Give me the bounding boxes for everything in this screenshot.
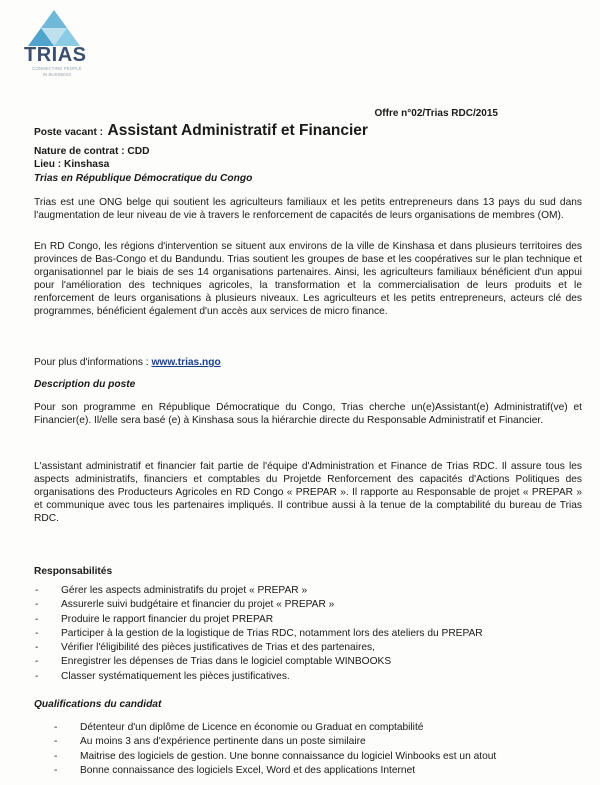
offer-reference: Offre n°02/Trias RDC/2015 xyxy=(374,108,498,119)
more-info xyxy=(34,356,221,369)
more-info-label: Pour plus d'informations : xyxy=(34,357,149,368)
description-heading: Description du poste xyxy=(34,379,136,390)
list-item: - Assurerle suivi budgétaire et financier du projet « PREPAR » xyxy=(35,599,335,611)
description-paragraph-1: Pour son programme en République Démocratique du Congo, Trias cherche un(e)Assistant(e) Administratif(ve) et Financier(e). Il/elle sera basé (e) à Kinshasa sous la hiérarchie directe du Responsable Administratif et Financier. xyxy=(34,402,582,426)
post-label: Poste vacant : xyxy=(34,127,104,138)
qualifications-heading: Qualifications du candidat xyxy=(34,699,162,710)
responsibilities-list xyxy=(35,584,483,684)
organisation-line: Trias en République Démocratique du Congo xyxy=(34,173,253,184)
list-item: - Vérifier l'éligibilité des pièces justificatives de Trias et des partenaires, xyxy=(35,642,375,654)
description-paragraph-2: L'assistant administratif et financier fait partie de l'équipe d'Administration et Finance de Trias RDC. Il assure tous les aspects administratifs, financiers et comptables du Projetde Renforcement des capacités d'Actions Politiques des organisations des Producteurs Agricoles en RD Congo « PREPAR ». Il rapporte au Responsable de projet « PREPAR » et communique avec tous les partenaires impliqués. Il contribue aussi à la tenue de la comptabilité du bureau de Trias RDC. xyxy=(34,461,582,524)
list-item: - Maitrise des logiciels de gestion. Une bonne connaissance du logiciel Winbooks est un atout xyxy=(54,750,497,762)
trias-logo-triangle-icon xyxy=(26,8,82,48)
list-item: - Enregistrer les dépenses de Trias dans le logiciel comptable WINBOOKS xyxy=(35,656,392,668)
post-header xyxy=(34,122,368,140)
trias-logo-wordmark: TRIAS xyxy=(24,44,87,66)
list-item: - Au moins 3 ans d'expérience pertinente dans un poste similaire xyxy=(54,736,366,748)
list-item: - Produire le rapport financier du projet PREPAR xyxy=(35,613,274,625)
list-item: - Bonne connaissance des logiciels Excel, Word et des applications Internet xyxy=(54,764,416,776)
post-title: Assistant Administratif et Financier xyxy=(107,122,368,139)
intro-paragraph-1: Trias est une ONG belge qui soutient les agriculteurs familiaux et les petits entrepreneurs dans 13 pays du sud dans l'augmentation de leur niveau de vie à travers le renforcement de capacités de leurs organisations de membres (OM). xyxy=(34,197,582,221)
list-item: - Classer systématiquement les pièces justificatives. xyxy=(35,670,290,682)
list-item: - Participer à la gestion de la logistique de Trias RDC, notamment lors des ateliers du PREPAR xyxy=(35,627,483,639)
intro-paragraph-2: En RD Congo, les régions d'intervention se situent aux environs de la ville de Kinshasa et dans plusieurs territoires des provinces de Bas-Congo et du Bandundu. Trias soutient les groupes de base et les coopératives sur le plan technique et organisationnel par le biais de ses 14 organisations partenaires. Ainsi, les agriculteurs familiaux bénéficient d'un appui pour l'amélioration des techniques agricoles, la transformation et la commercialisation de leurs produits et le renforcement de leurs organisations à plusieurs niveaux. Les agriculteurs et les petits entrepreneurs, acteurs clé des programmes, bénéficient également d'un accès aux services de micro finance. xyxy=(34,241,582,317)
trias-logo-tagline: CONNECTING PEOPLE IN BUSINESS xyxy=(32,66,82,77)
location: Lieu : Kinshasa xyxy=(34,159,110,170)
trias-website-link[interactable]: www.trias.ngo xyxy=(151,357,221,368)
responsibilities-heading: Responsabilités xyxy=(34,566,113,577)
list-item: - Gérer les aspects administratifs du projet « PREPAR » xyxy=(35,585,308,596)
contract-type: Nature de contrat : CDD xyxy=(34,146,150,157)
qualifications-list xyxy=(54,721,497,778)
list-item: - Détenteur d'un diplôme de Licence en économie ou Graduat en comptabilité xyxy=(54,722,424,733)
